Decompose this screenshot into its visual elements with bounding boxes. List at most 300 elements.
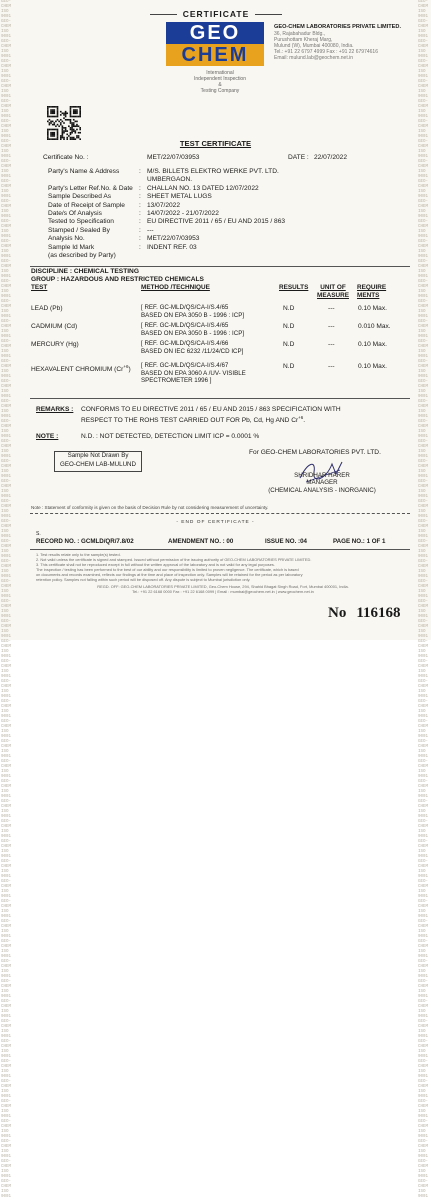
col-header-test: TEST bbox=[31, 284, 48, 291]
qr-module bbox=[50, 109, 52, 111]
qr-module bbox=[79, 111, 81, 113]
qr-module bbox=[73, 111, 75, 113]
qr-module bbox=[62, 112, 64, 114]
qr-module bbox=[57, 119, 59, 121]
qr-module bbox=[76, 116, 78, 118]
table-row-test bbox=[31, 363, 131, 374]
issue-number: ISSUE NO. :04 bbox=[265, 538, 307, 545]
qr-module bbox=[78, 132, 80, 134]
qr-module bbox=[57, 109, 59, 111]
qr-module bbox=[57, 134, 59, 136]
test-name: CADMIUM (Cd) bbox=[31, 323, 78, 330]
page-number: PAGE NO.: 1 OF 1 bbox=[333, 538, 386, 545]
qr-module bbox=[53, 106, 55, 108]
table-row-result: N.D bbox=[283, 305, 295, 312]
qr-module bbox=[70, 108, 72, 110]
remarks-superscript: +6 bbox=[298, 415, 304, 420]
qr-module bbox=[60, 111, 62, 113]
qr-module bbox=[49, 119, 51, 121]
qr-module bbox=[76, 129, 78, 131]
detail-value: CHALLAN NO. 13 DATED 12/07/2022 bbox=[147, 184, 259, 192]
qr-module bbox=[73, 130, 75, 132]
table-row-unit: --- bbox=[328, 305, 335, 312]
qr-module bbox=[52, 111, 54, 113]
table-row-test bbox=[31, 305, 63, 313]
geochem-logo bbox=[166, 22, 264, 66]
qr-module bbox=[52, 112, 54, 114]
qr-module bbox=[53, 124, 55, 126]
qr-module bbox=[66, 112, 68, 114]
certificate-number-label: Certificate No. : bbox=[43, 154, 89, 161]
qr-module bbox=[70, 119, 72, 121]
qr-module bbox=[78, 116, 80, 118]
qr-module bbox=[50, 112, 52, 114]
qr-module bbox=[65, 119, 67, 121]
detail-colon: : bbox=[139, 210, 141, 217]
discipline-block bbox=[31, 268, 204, 283]
qr-module bbox=[47, 130, 49, 132]
qr-module bbox=[60, 135, 62, 137]
remarks-line-end: . bbox=[303, 417, 306, 425]
divider bbox=[30, 513, 410, 514]
sample-box-line: GEO-CHEM LAB-MULUND bbox=[60, 460, 136, 468]
fine-print bbox=[36, 553, 410, 582]
logo-tagline bbox=[180, 70, 260, 94]
detail-colon: : bbox=[139, 193, 141, 201]
qr-module bbox=[47, 132, 49, 134]
fine-print-line: 2. Not valid unless the certificate is signed and stamped. Issued without permission of the issuing authority of GEO-CHEM LABORATORIES PRIVATE LIMITED. bbox=[36, 556, 312, 562]
qr-module bbox=[47, 116, 49, 118]
address-line: Tel.: +91 22 6797 4999 Fax : +91 22 67974616 bbox=[274, 49, 378, 55]
qr-module bbox=[70, 127, 72, 129]
qr-module bbox=[63, 114, 65, 116]
qr-module bbox=[79, 127, 81, 129]
table-row-method bbox=[141, 362, 246, 385]
right-security-strip: GEO-CHEM ISO 9001 GEO-CHEM ISO 9001 GEO-CHEM ISO 9001 GEO-CHEM ISO 9001 GEO-CHEM ISO 9001 GEO-CHEM ISO 9001 GEO-CHEM ISO 9001 GEO-CHEM ISO 9001 GEO-CHEM ISO 9001 GEO-CHEM ISO 9001 GEO-CHEM ISO 9001 GEO-CHEM ISO 9001 GEO-CHEM ISO 9001 GEO-CHEM ISO 9001 GEO-CHEM ISO 9001 GEO-CHEM ISO 9001 GEO-CHEM ISO 9001 GEO-CHEM ISO 9001 GEO-CHEM ISO 9001 GEO-CHEM ISO 9001 GEO-CHEM ISO 9001 GEO-CHEM ISO 9001 GEO-CHEM ISO 9001 GEO-CHEM ISO 9001 GEO-CHEM ISO 9001 GEO-CHEM ISO 9001 GEO-CHEM ISO 9001 GEO-CHEM ISO 9001 GEO-CHEM ISO 9001 GEO-CHEM ISO 9001 GEO-CHEM ISO 9001 GEO-CHEM ISO 9001 GEO-CHEM ISO 9001 GEO-CHEM ISO 9001 GEO-CHEM ISO 9001 GEO-CHEM ISO 9001 GEO-CHEM ISO 9001 GEO-CHEM ISO 9001 GEO-CHEM ISO 9001 GEO-CHEM ISO 9001 GEO-CHEM ISO 9001 GEO-CHEM ISO 9001 GEO-CHEM ISO 9001 GEO-CHEM ISO 9001 GEO-CHEM ISO 9001 GEO-CHEM ISO 9001 GEO-CHEM ISO 9001 GEO-CHEM ISO 9001 GEO-CHEM ISO 9001 GEO-CHEM ISO 9001 GEO-CHEM ISO 9001 GEO-CHEM ISO 9001 GEO-CHEM ISO 9001 GEO-CHEM ISO 9001 GEO-CHEM ISO 9001 GEO-CHEM ISO 9001 GEO-CHEM ISO 9001 GEO-CHEM ISO 9001 GEO-CHEM ISO 9001 GEO-CHEM ISO 9001 bbox=[418, 0, 429, 1199]
qr-module bbox=[53, 132, 55, 134]
company-name: GEO-CHEM LABORATORIES PRIVATE LIMITED. bbox=[274, 24, 401, 30]
qr-module bbox=[75, 116, 77, 118]
sample-not-drawn-box bbox=[54, 451, 142, 472]
qr-module bbox=[53, 111, 55, 113]
detail-label: Sample Described As bbox=[48, 193, 112, 201]
qr-module bbox=[52, 106, 54, 108]
qr-module bbox=[50, 129, 52, 131]
table-row-requirement: 0.10 Max. bbox=[358, 305, 387, 312]
divider bbox=[30, 266, 410, 267]
table-row-unit: --- bbox=[328, 363, 335, 370]
qr-module bbox=[71, 130, 73, 132]
qr-module bbox=[62, 125, 64, 127]
remarks-line-text: RESPECT TO THE ROHS TEST CARRIED OUT FOR Pb, Cd, Hg AND Cr bbox=[81, 417, 299, 425]
table-row-method bbox=[141, 322, 244, 337]
left-security-strip: GEO-CHEM ISO 9001 GEO-CHEM ISO 9001 GEO-CHEM ISO 9001 GEO-CHEM ISO 9001 GEO-CHEM ISO 9001 GEO-CHEM ISO 9001 GEO-CHEM ISO 9001 GEO-CHEM ISO 9001 GEO-CHEM ISO 9001 GEO-CHEM ISO 9001 GEO-CHEM ISO 9001 GEO-CHEM ISO 9001 GEO-CHEM ISO 9001 GEO-CHEM ISO 9001 GEO-CHEM ISO 9001 GEO-CHEM ISO 9001 GEO-CHEM ISO 9001 GEO-CHEM ISO 9001 GEO-CHEM ISO 9001 GEO-CHEM ISO 9001 GEO-CHEM ISO 9001 GEO-CHEM ISO 9001 GEO-CHEM ISO 9001 GEO-CHEM ISO 9001 GEO-CHEM ISO 9001 GEO-CHEM ISO 9001 GEO-CHEM ISO 9001 GEO-CHEM ISO 9001 GEO-CHEM ISO 9001 GEO-CHEM ISO 9001 GEO-CHEM ISO 9001 GEO-CHEM ISO 9001 GEO-CHEM ISO 9001 GEO-CHEM ISO 9001 GEO-CHEM ISO 9001 GEO-CHEM ISO 9001 GEO-CHEM ISO 9001 GEO-CHEM ISO 9001 GEO-CHEM ISO 9001 GEO-CHEM ISO 9001 GEO-CHEM ISO 9001 GEO-CHEM ISO 9001 GEO-CHEM ISO 9001 GEO-CHEM ISO 9001 GEO-CHEM ISO 9001 GEO-CHEM ISO 9001 GEO-CHEM ISO 9001 GEO-CHEM ISO 9001 GEO-CHEM ISO 9001 GEO-CHEM ISO 9001 GEO-CHEM ISO 9001 GEO-CHEM ISO 9001 GEO-CHEM ISO 9001 GEO-CHEM ISO 9001 GEO-CHEM ISO 9001 GEO-CHEM ISO 9001 GEO-CHEM ISO 9001 GEO-CHEM ISO 9001 GEO-CHEM ISO 9001 GEO-CHEM ISO 9001 bbox=[1, 0, 12, 1199]
remarks-line: CONFORMS TO EU DIRECTIVE 2011 / 65 / EU AND 2015 / 863 SPECIFICATION WITH bbox=[81, 406, 341, 413]
qr-module bbox=[62, 132, 64, 134]
qr-module bbox=[50, 106, 52, 108]
qr-module bbox=[79, 116, 81, 118]
detail-value: EU DIRECTIVE 2011 / 65 / EU AND 2015 / 863 bbox=[147, 218, 286, 226]
qr-module bbox=[57, 111, 59, 113]
qr-module bbox=[66, 130, 68, 132]
qr-module bbox=[76, 106, 78, 108]
qr-module bbox=[52, 129, 54, 131]
qr-module bbox=[63, 130, 65, 132]
qr-module bbox=[60, 122, 62, 124]
table-row-method bbox=[141, 304, 244, 319]
qr-module bbox=[63, 132, 65, 134]
qr-module bbox=[47, 135, 49, 137]
qr-module bbox=[71, 132, 73, 134]
test-name: HEXAVALENT CHROMIUM (Cr bbox=[31, 366, 124, 374]
qr-module bbox=[73, 122, 75, 124]
qr-module bbox=[63, 127, 65, 129]
qr-module bbox=[70, 132, 72, 134]
qr-module bbox=[52, 134, 54, 136]
qr-module bbox=[57, 132, 59, 134]
qr-module bbox=[49, 122, 51, 124]
qr-module bbox=[73, 116, 75, 118]
detail-label: Date of Receipt of Sample bbox=[48, 201, 125, 209]
signatory-dept: (CHEMICAL ANALYSIS - INORGANIC) bbox=[268, 486, 376, 494]
amendment-number: AMENDMENT NO. : 00 bbox=[168, 538, 234, 545]
qr-module bbox=[75, 109, 77, 111]
qr-module bbox=[68, 135, 70, 137]
qr-module bbox=[49, 106, 51, 108]
divider bbox=[30, 398, 410, 399]
qr-module bbox=[79, 112, 81, 114]
qr-module bbox=[53, 135, 55, 137]
qr-module bbox=[53, 112, 55, 114]
detail-colon: : bbox=[139, 168, 141, 175]
qr-module bbox=[50, 116, 52, 118]
detail-label: (as described by Party) bbox=[48, 252, 116, 259]
table-row-requirement: 0.010 Max. bbox=[358, 323, 391, 330]
qr-module bbox=[73, 106, 75, 108]
qr-module bbox=[50, 121, 52, 123]
qr-module bbox=[57, 112, 59, 114]
table-row-unit: --- bbox=[328, 323, 335, 330]
qr-module bbox=[55, 125, 57, 127]
qr-module bbox=[71, 106, 73, 108]
qr-module bbox=[70, 106, 72, 108]
qr-module bbox=[79, 132, 81, 134]
qr-module bbox=[66, 119, 68, 121]
qr-module bbox=[76, 124, 78, 126]
detail-value: MET/22/07/03953 bbox=[147, 235, 200, 243]
address-line: 36, Rajabahadur Bldg., bbox=[274, 31, 326, 37]
qr-module bbox=[65, 114, 67, 116]
qr-module bbox=[47, 111, 49, 113]
detail-label: Date/s Of Analysis bbox=[48, 210, 102, 217]
qr-module bbox=[78, 125, 80, 127]
qr-module bbox=[57, 116, 59, 118]
qr-module bbox=[55, 116, 57, 118]
sample-box-line: Sample Not Drawn By bbox=[67, 452, 129, 459]
footer-address-line: Tel.: +91 22 6168 0000 Fax : +91 22 6168 0099 | Email : mumbai@geochem.net.in | www.geochem.net.in bbox=[132, 588, 314, 594]
qr-module bbox=[57, 135, 59, 137]
qr-module bbox=[68, 125, 70, 127]
qr-module bbox=[76, 135, 78, 137]
date-value: 22/07/2022 bbox=[314, 154, 348, 161]
qr-module bbox=[47, 134, 49, 136]
col-header-unit: UNIT OF MEASURE bbox=[317, 284, 349, 299]
detail-label: Analysis No. bbox=[48, 235, 85, 243]
col-header-requirements: REQUIRE MENTS bbox=[357, 284, 387, 299]
qr-module bbox=[57, 124, 59, 126]
qr-module bbox=[76, 111, 78, 113]
qr-module bbox=[47, 112, 49, 114]
qr-module bbox=[50, 132, 52, 134]
qr-module bbox=[65, 130, 67, 132]
qr-module bbox=[49, 129, 51, 131]
group-line: GROUP : HAZARDOUS AND RESTRICTED CHEMICALS bbox=[31, 275, 204, 283]
method-line: BASED ON EPA 3050 B - 1996 : ICP] bbox=[141, 311, 245, 319]
detail-label: Party's Letter Ref.No. & Date bbox=[48, 184, 133, 192]
details-block bbox=[0, 168, 431, 264]
qr-module bbox=[78, 106, 80, 108]
qr-module bbox=[75, 121, 77, 123]
qr-module bbox=[58, 125, 60, 127]
detail-value: 13/07/2022 bbox=[147, 201, 181, 209]
signatory-for-line: For GEO-CHEM LABORATORIES PVT. LTD. bbox=[249, 449, 381, 456]
fine-print-line: 3. This certificate shall not be reproduced except in full without the written approval of the laboratory and is not valid for any legal purposes. bbox=[36, 561, 275, 567]
qr-module bbox=[65, 111, 67, 113]
qr-module bbox=[49, 116, 51, 118]
qr-module bbox=[76, 125, 78, 127]
qr-module bbox=[57, 114, 59, 116]
method-line: [ REF. GC-MLD/QS/CA-I/S.4/65 bbox=[141, 304, 229, 311]
detail-colon: : bbox=[139, 243, 141, 251]
detail-label: Stamped / Sealed By bbox=[48, 226, 110, 234]
qr-module bbox=[49, 124, 51, 126]
table-row-unit: --- bbox=[328, 341, 335, 348]
qr-module bbox=[71, 116, 73, 118]
tagline-line: & bbox=[218, 82, 222, 88]
qr-module bbox=[68, 119, 70, 121]
qr-module bbox=[62, 127, 64, 129]
detail-colon: : bbox=[139, 201, 141, 209]
qr-module bbox=[55, 121, 57, 123]
detail-value: SHEET METAL LUGS bbox=[147, 193, 212, 201]
qr-module bbox=[47, 129, 49, 131]
qr-module bbox=[73, 112, 75, 114]
detail-colon: : bbox=[139, 218, 141, 226]
qr-module bbox=[70, 121, 72, 123]
qr-module bbox=[55, 106, 57, 108]
qr-module bbox=[53, 116, 55, 118]
qr-module bbox=[71, 127, 73, 129]
qr-module bbox=[62, 134, 64, 136]
qr-module bbox=[62, 130, 64, 132]
detail-label: Sample Id Mark bbox=[48, 243, 95, 251]
qr-module bbox=[62, 129, 64, 131]
qr-module bbox=[50, 111, 52, 113]
method-line: [ REF. GC-MLD/QS/CA-I/S.4/67 bbox=[141, 362, 229, 369]
certificate-number-value: MET/22/07/03953 bbox=[147, 154, 200, 161]
table-row-result: N.D bbox=[283, 363, 295, 370]
qr-module bbox=[79, 108, 81, 110]
qr-module bbox=[75, 130, 77, 132]
serial-prefix: No bbox=[328, 605, 347, 621]
table-row-requirement: 0.10 Max. bbox=[358, 363, 387, 370]
note-text: N.D. : NOT DETECTED, DETECTION LIMIT ICP = 0.0001 % bbox=[81, 433, 260, 440]
qr-module bbox=[71, 129, 73, 131]
conformity-note: Note : Statement of conformity is given on the basis of Decision Rule by not considering measurement of uncertainty. bbox=[31, 505, 269, 510]
record-number: RECORD NO. : GCMLD/QR/7.8/02 bbox=[36, 538, 134, 545]
qr-module bbox=[63, 112, 65, 114]
logo-top-text: GEO bbox=[166, 22, 264, 44]
qr-module bbox=[60, 119, 62, 121]
discipline-line: DISCIPLINE : CHEMICAL TESTING bbox=[31, 268, 139, 275]
qr-module bbox=[75, 125, 77, 127]
qr-module bbox=[76, 109, 78, 111]
qr-module bbox=[75, 111, 77, 113]
detail-value: 14/07/2022 - 21/07/2022 bbox=[147, 210, 219, 217]
method-line: BASED ON EPA 3060 A /UV- VISIBLE bbox=[141, 369, 246, 377]
fine-print-line: 1. Test results relate only to the sample(s) tested. bbox=[36, 552, 121, 557]
qr-module bbox=[66, 134, 68, 136]
remarks-line bbox=[81, 414, 411, 425]
detail-colon: : bbox=[139, 226, 141, 234]
detail-value: UMBERGAON. bbox=[147, 176, 193, 184]
qr-module bbox=[47, 109, 49, 111]
footer-address bbox=[36, 585, 410, 595]
test-certificate-heading: TEST CERTIFICATE bbox=[179, 139, 252, 148]
signatory-title: MANAGER bbox=[306, 479, 338, 487]
table-row-result: N.D bbox=[283, 323, 295, 330]
table-row-test bbox=[31, 323, 77, 331]
qr-module bbox=[57, 130, 59, 132]
detail-colon: : bbox=[139, 235, 141, 243]
qr-module bbox=[50, 134, 52, 136]
certificate-banner-text: CERTIFICATE bbox=[177, 9, 256, 19]
qr-module bbox=[70, 129, 72, 131]
address-line: Email: mulund.lab@geochem.net.in bbox=[274, 55, 354, 61]
qr-module bbox=[71, 122, 73, 124]
test-name: MERCURY (Hg) bbox=[31, 341, 79, 348]
test-name: LEAD (Pb) bbox=[31, 305, 63, 312]
qr-module bbox=[73, 124, 75, 126]
detail-label: Tested to Specification bbox=[48, 218, 114, 226]
qr-module bbox=[65, 116, 67, 118]
qr-module bbox=[62, 121, 64, 123]
qr-module bbox=[70, 109, 72, 111]
fine-print-line: on documents and records examined, reflects our findings at the time and place of inspection only. Samples will be retained for the period as per laboratory bbox=[36, 571, 303, 577]
qr-module bbox=[76, 112, 78, 114]
qr-module bbox=[60, 114, 62, 116]
address-line: Mulund (W), Mumbai 400080, India. bbox=[274, 43, 354, 49]
signatory-block bbox=[262, 472, 382, 494]
divider bbox=[30, 549, 410, 550]
results-table bbox=[0, 304, 431, 384]
qr-module bbox=[52, 132, 54, 134]
qr-module bbox=[52, 135, 54, 137]
method-line: [ REF. GC-MLD/QS/CA-I/S.4/65 bbox=[141, 322, 229, 329]
detail-colon: : bbox=[139, 184, 141, 192]
qr-module bbox=[65, 112, 67, 114]
qr-module bbox=[50, 122, 52, 124]
qr-module bbox=[76, 121, 78, 123]
tagline-line: Testing Company bbox=[200, 88, 240, 94]
qr-module bbox=[50, 135, 52, 137]
test-name-superscript: +6 bbox=[123, 364, 129, 369]
qr-module bbox=[53, 129, 55, 131]
qr-module bbox=[47, 121, 49, 123]
qr-module bbox=[62, 135, 64, 137]
qr-module bbox=[73, 129, 75, 131]
qr-module bbox=[52, 109, 54, 111]
serial-number bbox=[328, 604, 401, 622]
qr-module bbox=[58, 121, 60, 123]
qr-module bbox=[71, 124, 73, 126]
s-mark: S. bbox=[36, 531, 41, 537]
tagline-line: Independent Inspection bbox=[194, 76, 246, 82]
qr-module bbox=[75, 132, 77, 134]
qr-module bbox=[65, 129, 67, 131]
detail-value: --- bbox=[147, 226, 154, 234]
qr-module bbox=[47, 106, 49, 108]
qr-module bbox=[53, 134, 55, 136]
qr-module bbox=[52, 121, 54, 123]
method-line: BASED ON IEC 6232 /11/24/CD ICP] bbox=[141, 347, 244, 355]
footer-address-line: REGD. OFF: GEO-CHEM LABORATORIES PRIVATE LIMITED, Geo-Chem House, 294, Shahid Bhagat Singh Road, Fort, Mumbai 400001, India. bbox=[97, 584, 349, 589]
qr-module bbox=[57, 129, 59, 131]
qr-module bbox=[73, 119, 75, 121]
detail-value: INDENT REF. 03 bbox=[147, 243, 197, 251]
table-row-method bbox=[141, 340, 243, 355]
qr-module bbox=[70, 114, 72, 116]
detail-value: M/S. BILLETS ELEKTRO WERKE PVT. LTD. bbox=[147, 168, 279, 175]
qr-module bbox=[70, 112, 72, 114]
remarks-label: REMARKS : bbox=[36, 406, 74, 413]
qr-module bbox=[79, 114, 81, 116]
company-address-block bbox=[274, 24, 414, 61]
qr-module bbox=[52, 124, 54, 126]
qr-module bbox=[78, 135, 80, 137]
qr-module bbox=[79, 129, 81, 131]
logo-bottom-text: CHEM bbox=[166, 44, 264, 66]
tagline-line: International bbox=[206, 70, 234, 76]
note-label: NOTE : bbox=[36, 433, 59, 440]
method-line: BASED ON EPA 3050 B - 1996 : ICP] bbox=[141, 329, 245, 337]
qr-module bbox=[47, 114, 49, 116]
qr-module bbox=[71, 125, 73, 127]
fine-print-line: retention policy. Samples not falling within such period will be disposed off. Any dispute is subject to Mumbai jurisdiction only. bbox=[36, 576, 251, 582]
signatory-name: SHRIDHAR HARER bbox=[294, 472, 350, 479]
test-name-end: ) bbox=[128, 366, 131, 374]
qr-module bbox=[57, 108, 59, 110]
qr-module bbox=[75, 112, 77, 114]
qr-module bbox=[79, 106, 81, 108]
qr-module bbox=[52, 116, 54, 118]
method-line: [ REF. GC-MLD/QS/CA-I/S.4/66 bbox=[141, 340, 229, 347]
date-label: DATE : bbox=[288, 154, 309, 161]
end-of-certificate: - END OF CERTIFICATE - bbox=[176, 520, 255, 525]
detail-label: Party's Name & Address bbox=[48, 168, 120, 175]
qr-module bbox=[53, 122, 55, 124]
table-row-test bbox=[31, 341, 79, 349]
serial-value: 116168 bbox=[356, 605, 401, 621]
qr-module bbox=[70, 122, 72, 124]
qr-module bbox=[70, 134, 72, 136]
table-row-requirement: 0.10 Max. bbox=[358, 341, 387, 348]
qr-module bbox=[70, 116, 72, 118]
qr-module bbox=[79, 109, 81, 111]
qr-module bbox=[73, 109, 75, 111]
qr-module bbox=[63, 122, 65, 124]
qr-code bbox=[47, 106, 81, 140]
